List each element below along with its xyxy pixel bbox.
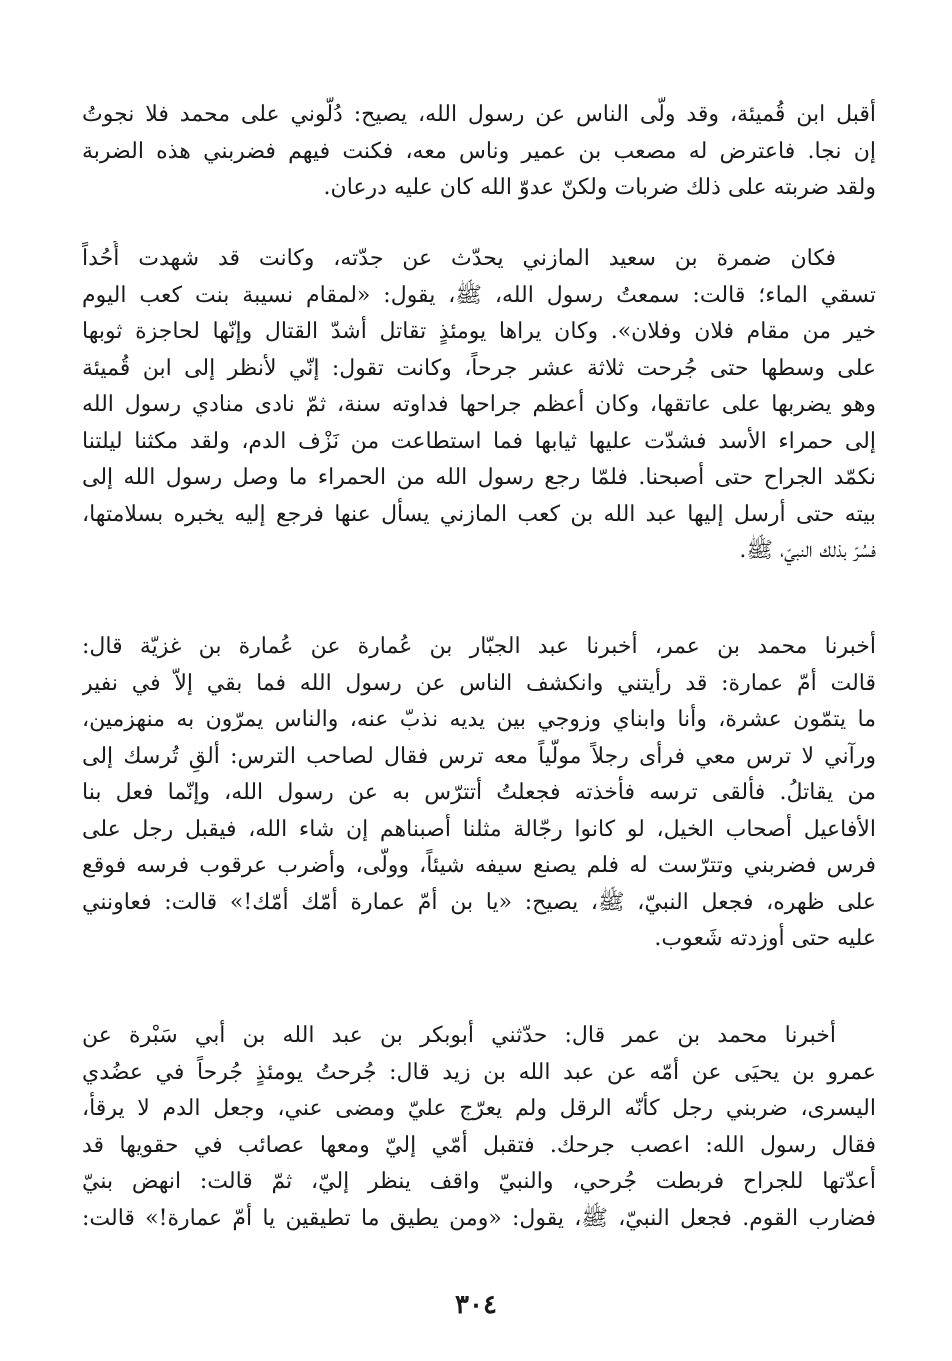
text-line: ورآني لا ترس معي فرأى رجلاً مولّياً معه ترس فقال لصاحب الترس: ألقِ تُرسك إلى <box>82 743 876 769</box>
paragraph-2 <box>82 241 876 570</box>
text-line: نكمّد الجراح حتى أصبحنا. فلمّا رجع رسول الله من الحمراء ما وصل رسول الله إلى <box>82 465 876 490</box>
text-line: أقبل ابن قُميئة، وقد ولّى الناس عن رسول الله، يصيح: دُلّوني على محمد فلا نجوتُ <box>82 102 876 127</box>
text-line: على وسطها حتى جُرحت ثلاثة عشر جرحاً، وكانت تقول: إنّي لأنظر إلى ابن قُميئة <box>82 355 876 381</box>
text-line: ولقد ضربته على ذلك ضربات ولكنّ عدوّ الله كان عليه درعان. <box>323 175 876 200</box>
text-line: عمرو بن يحيَى عن أمّه عن عبد الله بن زيد قال: جُرحتُ يومئذٍ جُرحاً في عضُدي <box>82 1059 876 1085</box>
text-line: إن نجا. فاعترض له مصعب بن عمير وناس معه، فكنت فيهم فضربني هذه الضربة <box>82 138 876 164</box>
text-line: فضارب القوم. فجعل النبيّ، ﷺ، يقول: «ومن يطيق ما تطيقين يا أمّ عمارة!» قالت: <box>82 1205 876 1231</box>
paragraph-3 <box>82 629 876 958</box>
text-line: أخبرنا محمد بن عمر قال: حدّثني أبوبكر بن عبد الله بن أبي سَبْرة عن <box>82 1023 836 1048</box>
text-line: اليسرى، ضربني رجل كأنّه الرقل ولم يعرّج عليّ ومضى عني، وجعل الدم لا يرقأ، <box>82 1096 876 1121</box>
text-line: بيته حتى أرسل إليها عبد الله بن كعب المازني يسأل عنها فرجع إليه يخبره بسلامتها، <box>82 501 876 527</box>
text-line: فكان ضمرة بن سعيد المازني يحدّث عن جدّته، وكانت قد شهدت أُحُداً <box>82 246 836 271</box>
text-line: عليه حتى أوزدته شَعوب. <box>654 926 876 951</box>
text-line: من يقاتلُ. فألقى ترسه فأخذته فجعلتُ أتترّس به عن رسول الله، وإنّما فعل بنا <box>82 780 876 805</box>
paragraph-1 <box>82 97 876 207</box>
text-line: فسُرّ بذلك النبيّ، ﷺ. <box>739 538 876 563</box>
text-line: قالت أمّ عمارة: قد رأيتني وانكشف الناس عن رسول الله فما بقي إلاّ في نفير <box>82 670 876 696</box>
text-line: خير من مقام فلان وفلان». وكان يراها يومئذٍ تقاتل أشدّ القتال وإنّها لحاجزة ثوبها <box>82 319 876 344</box>
page-number: ٣٠٤ <box>455 1290 497 1320</box>
text-line: ما يتمّون عشرة، وأنا وابناي وزوجي بين يديه نذبّ عنه، والناس يمرّون به منهزمين، <box>82 707 876 732</box>
text-line: الأفاعيل أصحاب الخيل، لو كانوا رجّالة مثلنا أصبناهم إن شاء الله، فيقبل رجل على <box>82 816 876 842</box>
text-line: فقال رسول الله: اعصب جرحك. فتقبل أمّي إليّ ومعها عصائب في حقويها قد <box>82 1132 876 1158</box>
text-line: أخبرنا محمد بن عمر، أخبرنا عبد الجبّار بن عُمارة عن عُمارة بن غزيّة قال: <box>82 634 876 659</box>
text-line: على ظهره، فجعل النبيّ، ﷺ، يصيح: «يا بن أمّ عمارة أمّك أمّك!» قالت: فعاونني <box>82 889 876 915</box>
text-line: تسقي الماء؛ قالت: سمعتُ رسول الله، ﷺ، يقول: «لمقام نسيبة بنت كعب اليوم <box>82 282 876 308</box>
text-line: إلى حمراء الأسد فشدّت عليها ثيابها فما استطاعت من نَزْف الدم، ولقد مكثنا ليلتنا <box>82 428 876 454</box>
text-line: فرس فضربني وتترّست له فلم يصنع سيفه شيئاً، وولّى، وأضرب عرقوب فرسه فوقع <box>82 853 876 878</box>
text-line: أعدّتها للجراح فربطت جُرحي، والنبيّ واقف ينظر إليّ، ثمّ قالت: انهض بنيّ <box>82 1169 876 1194</box>
text-line: وهو يضربها على عاتقها، وكان أعظم جراحها فداوته سنة، ثمّ نادى منادي رسول الله <box>82 392 876 417</box>
paragraph-4 <box>82 1018 876 1237</box>
